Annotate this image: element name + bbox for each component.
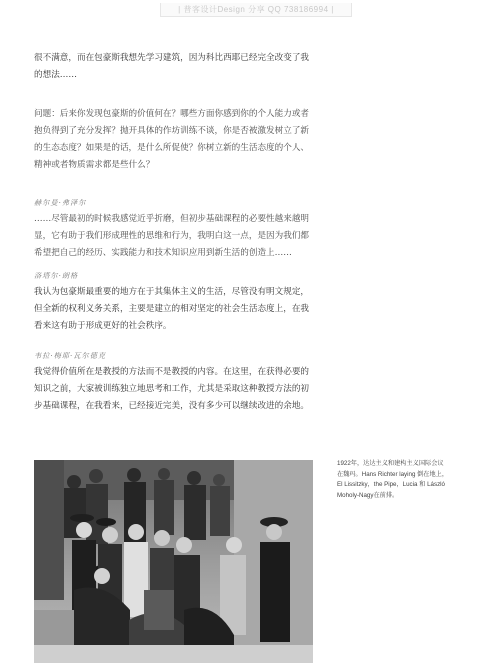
photo-illustration bbox=[34, 460, 313, 663]
paragraph-question bbox=[34, 106, 314, 174]
answer-text: ……尽管最初的时候我感觉近乎折磨，但初步基础课程的必要性越来越明显，它有助于我们形成理性的思维和行为，我明白这一点，是因为我们都希望把自己的经历、实践能力和技术知识应用到新生活的创造上…… bbox=[34, 214, 310, 258]
question-text: 问题：后来你发现包豪斯的价值何在？哪些方面你感到你的个人能力或者抱负得到了充分发挥？抛开具体的作坊训练不谈，你是否被激发树立了新的生态态度？如果是的话，是什么所促使？你树立新的生活态度的个人、精神或者物质需求都是些什么？ bbox=[34, 109, 310, 170]
speaker-name: 赫尔曼·弗泽尔 bbox=[34, 198, 87, 207]
watermark-banner: | 普客设计Design 分享 QQ 738186994 | bbox=[160, 3, 352, 17]
historical-group-photo bbox=[34, 460, 313, 663]
answer-block-2 bbox=[34, 270, 314, 335]
speaker-name: 洛塔尔·朗格 bbox=[34, 271, 79, 280]
answer-text: 我觉得价值所在是教授的方法而不是教授的内容。在这里，在获得必要的知识之前，大家被训练独立地思考和工作，尤其是采取这种教授方法的初步基础课程，在我看来，已经接近完美，没有多少可以继续改进的余地。 bbox=[34, 367, 310, 411]
speaker-name: 韦拉·梅耶·瓦尔德克 bbox=[34, 351, 107, 360]
paragraph-intro bbox=[34, 50, 314, 84]
caption-text: 1922年，达达主义和建构主义国际会议在魏玛。Hans Richter laying 倒在地上，El Lissitzky，the Pipe，Lucia 和 László Moholy-Nagy在前排。 bbox=[337, 460, 449, 499]
photo-caption bbox=[337, 459, 449, 501]
paragraph-text: 很不满意，而在包豪斯我想先学习建筑，因为科比西耶已经完全改变了我的想法…… bbox=[34, 53, 310, 80]
answer-block-3 bbox=[34, 350, 314, 415]
answer-block-1 bbox=[34, 197, 314, 262]
answer-text: 我认为包豪斯最重要的地方在于其集体主义的生活，尽管没有明文规定，但全新的权利义务关系，主要是建立的相对坚定的社会生活态度上，在我看来这有助于形成更好的社会秩序。 bbox=[34, 287, 310, 331]
